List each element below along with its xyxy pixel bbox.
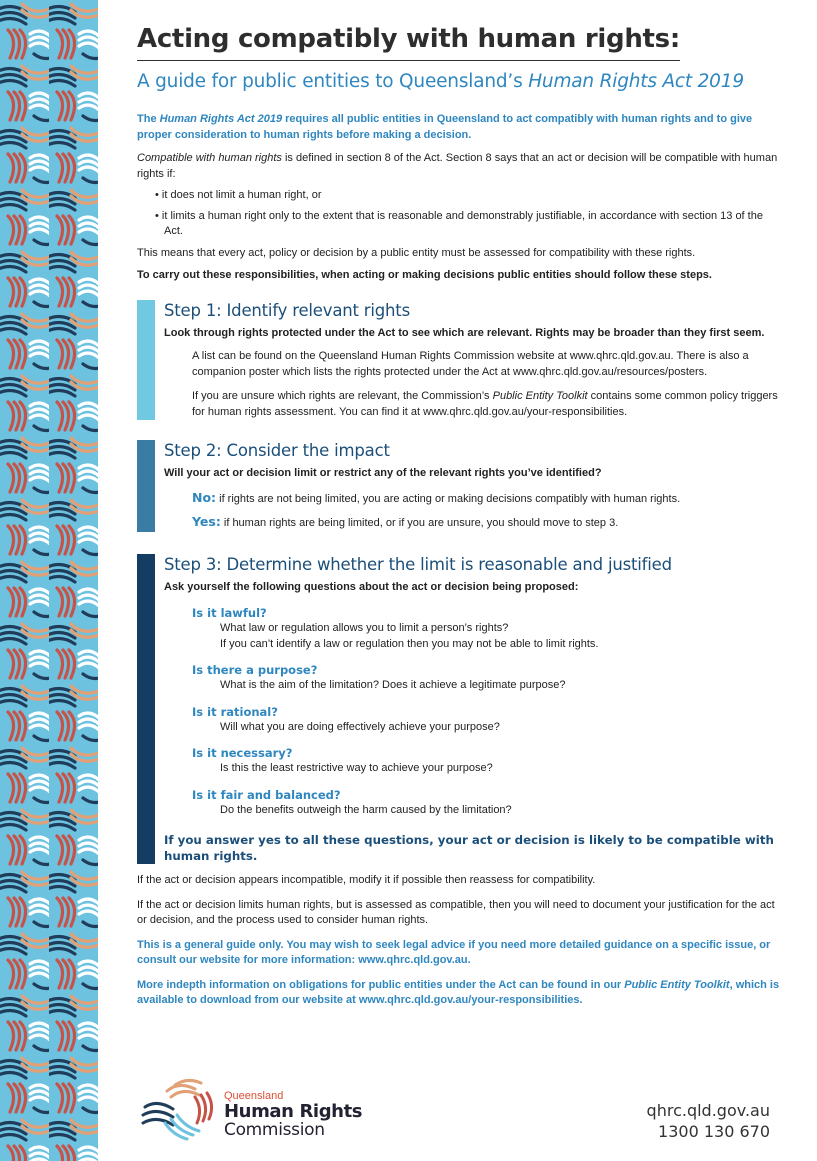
intro-lead: The Human Rights Act 2019 requires all public entities in Queensland to act compatibly with human rights and to give proper consideration to human rights before making a decision. — [137, 113, 753, 141]
step-1-question: Look through rights protected under the Act to see which are relevant. Rights may be broader than they first seem. — [164, 326, 765, 339]
answer-text: Is this the least restrictive way to achieve your purpose? — [220, 762, 493, 774]
question-rational: Is it rational? — [192, 704, 278, 719]
step-1-heading: Step 1: Identify relevant rights — [164, 300, 410, 320]
question-purpose: Is there a purpose? — [192, 663, 318, 677]
answer-text: What law or regulation allows you to limit a person’s rights? — [220, 622, 509, 634]
step-3-question: Ask yourself the following questions about the act or decision being proposed: — [164, 580, 579, 593]
answer-text: If you can’t identify a law or regulation then you may not be able to limit rights. — [220, 637, 599, 650]
incompatible-note: If the act or decision appears incompatible, modify it if possible then reassess for compatibility. — [137, 874, 596, 886]
step-1-section — [137, 300, 780, 421]
answer-text: Will what you are doing effectively achieve your purpose? — [220, 720, 500, 733]
toolkit-note: More indepth information on obligations for public entities under the Act can be found in our Public Entity Toolkit, which is available to download from our website at www.qhrc.qld.gov.au/your-responsibilities. — [137, 978, 780, 1006]
document-note: If the act or decision limits human rights, but is assessed as compatible, then you will need to document your justification for the act or decision, and the process used to consider human rights. — [137, 898, 775, 926]
step-1-para-2: If you are unsure which rights are relevant, the Commission’s Public Entity Toolkit contains some common policy triggers for human rights assessment. You can find it at www.qhrc.qld.gov.au/your-responsibilities. — [192, 390, 778, 418]
question-fair-balanced: Is it fair and balanced? — [192, 787, 341, 802]
logo-line-1: Queensland — [224, 1090, 284, 1102]
contact-info — [647, 1100, 770, 1142]
footer — [137, 1077, 780, 1147]
website-link[interactable]: qhrc.qld.gov.au — [646, 1101, 770, 1120]
question-lawful: Is it lawful? — [192, 606, 267, 620]
logo-wordmark — [224, 1090, 362, 1139]
hands-pattern-icon — [0, 0, 98, 1161]
answer-text: Do the benefits outweigh the harm caused by the limitation? — [220, 803, 512, 816]
page-title: Acting compatibly with human rights: — [137, 24, 680, 61]
step-3-bar — [137, 554, 155, 865]
guide-note: This is a general guide only. You may wish to seek legal advice if you need more detailed guidance on a specific issue, or consult our website for more information: www.qhrc.qld.gov.au. — [137, 938, 771, 966]
list-item: • it does not limit a human right, or — [155, 189, 322, 201]
page-content — [137, 24, 780, 1009]
intro-steps: To carry out these responsibilities, when acting or making decisions public entities should follow these steps. — [137, 269, 712, 281]
step-3-conclusion: If you answer yes to all these questions, your act or decision is likely to be compatible with human rights. — [164, 833, 774, 863]
qhrc-logo-icon — [137, 1077, 221, 1147]
question-necessary: Is it necessary? — [192, 746, 293, 760]
closing-section — [137, 873, 780, 1009]
criteria-list — [137, 188, 780, 240]
intro-assessment: This means that every act, policy or decision by a public entity must be assessed for compatibility with these rights. — [137, 246, 696, 259]
list-item: • it limits a human right only to the extent that is reasonable and demonstrably justifiable, in accordance with section 13 of the Act. — [155, 209, 763, 237]
phone-number: 1300 130 670 — [658, 1122, 770, 1141]
step-2-yes: Yes: if human rights are being limited, or if you are unsure, you should move to step 3. — [192, 514, 619, 529]
step-2-section — [137, 440, 780, 532]
step-1-para-1: A list can be found on the Queensland Human Rights Commission website at www.qhrc.qld.gov.au. There is also a companion poster which lists the rights protected under the Act at www.qhrc.qld.gov.au/resources/posters. — [192, 350, 749, 378]
intro-definition: Compatible with human rights is defined in section 8 of the Act. Section 8 says that an act or decision will be compatible with human rights if: — [137, 152, 778, 180]
page-subtitle: A guide for public entities to Queensland’s Human Rights Act 2019 — [137, 71, 744, 92]
step-3-heading: Step 3: Determine whether the limit is reasonable and justified — [164, 554, 672, 574]
step-1-bar — [137, 300, 155, 421]
step-2-bar — [137, 440, 155, 532]
logo-line-2: Human Rights — [224, 1101, 363, 1122]
answer-text: What is the aim of the limitation? Does it achieve a legitimate purpose? — [220, 679, 566, 691]
logo-line-3: Commission — [224, 1120, 325, 1140]
step-2-question: Will your act or decision limit or restrict any of the relevant rights you’ve identified? — [164, 467, 602, 479]
step-2-heading: Step 2: Consider the impact — [164, 441, 390, 460]
step-2-no: No: if rights are not being limited, you are acting or making decisions compatibly with human rights. — [192, 489, 681, 505]
step-3-section — [137, 554, 780, 865]
